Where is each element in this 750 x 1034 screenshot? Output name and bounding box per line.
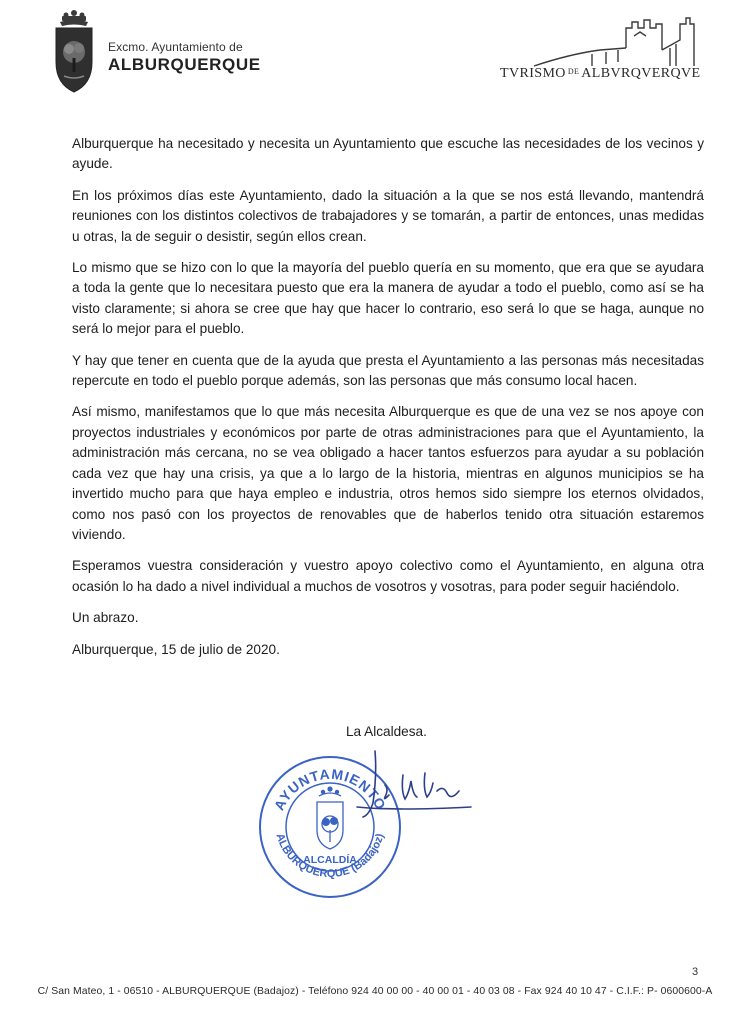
handwritten-signature <box>355 745 475 825</box>
stamp-bottom-text: ALBURQUERQUE (Badajoz) <box>273 831 387 881</box>
page-number: 3 <box>692 966 699 978</box>
paragraph-3: Lo mismo que se hizo con lo que la mayoría del pueblo quería en su momento, que era que se ayudara a toda la gente que lo necesitara puesto que era la manera de ayudar a todo el pueblo, como así se ha visto claramente; si ahora se cree que hay que hacer lo contrario, eso será lo que se haga, aunque no será lo mejor para el pueblo. <box>72 260 704 337</box>
tourism-town: ALBVRQVERQVE <box>581 66 701 81</box>
town-crest-icon <box>52 10 96 100</box>
stamp-top-text: AYUNTAMIENTO <box>270 765 390 813</box>
closing-greeting: Un abrazo. <box>72 610 139 626</box>
paragraph-4: Y hay que tener en cuenta que de la ayuda que presta el Ayuntamiento a las personas más necesitadas repercute en todo el pueblo porque además, son las personas que más consumo local hacen. <box>72 352 704 389</box>
signer-title: La Alcaldesa. <box>346 724 427 739</box>
tourism-logo-text <box>500 66 700 82</box>
council-prefix: Excmo. Ayuntamiento de <box>108 40 243 54</box>
stamp-center-text: ALCALDÍA <box>303 854 357 866</box>
date-line: Alburquerque, 15 de julio de 2020. <box>72 641 280 657</box>
paragraph-5: Así mismo, manifestamos que lo que más necesita Alburquerque es que de una vez se nos apoye con proyectos industriales y económicos por parte de otras administraciones para que el Ayuntamiento, la administración más cercana, no se vea obligado a hacer tantos esfuerzos para ayudar a su población cada vez que hay una crisis, ya que a lo largo de la historia, mientras en algunos municipios se ha invertido mucho para que haya empleo e industria, otros hemos sido siempre los eternos olvidados, como nos pasó con los proyectos de renovables que de haberlos tenido otra situación estaremos viviendo. <box>72 404 704 542</box>
paragraph-1: Alburquerque ha necesitado y necesita un Ayuntamiento que escuche las necesidades de los vecinos y ayude. <box>72 136 704 172</box>
council-title <box>108 40 261 75</box>
footer-address: C/ San Mateo, 1 - 06510 - ALBURQUERQUE (Badajoz) - Teléfono 924 40 00 00 - 40 00 01 - 40 03 08 - Fax 924 40 10 47 - C.I.F.: P- 0600600-A <box>37 986 713 997</box>
letter-body <box>72 134 704 671</box>
tourism-de: DE <box>567 67 580 76</box>
castle-logo-icon <box>530 14 700 74</box>
council-name: ALBURQUERQUE <box>108 55 261 74</box>
paragraph-2: En los próximos días este Ayuntamiento, dado la situación a la que se nos está llevando, mantendrá reuniones con los distintos colectivos de trabajadores y se tomarán, a partir de entonces, unas medidas u otras, la de seguir o desistir, según ellos crean. <box>72 187 704 244</box>
tourism-word: TVRISMO <box>500 66 566 81</box>
paragraph-6: Esperamos vuestra consideración y vuestro apoyo colectivo como el Ayuntamiento, en alguna otra ocasión lo ha dado a nivel individual a muchos de vosotros y vosotras, para poder seguir haciéndolo. <box>72 558 704 594</box>
